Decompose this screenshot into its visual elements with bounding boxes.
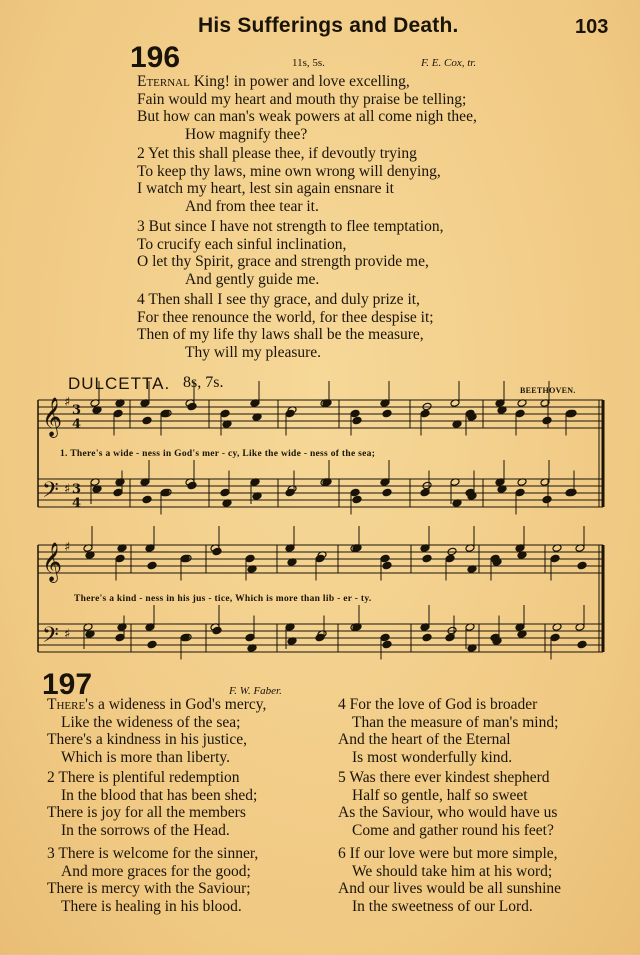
note-head xyxy=(187,481,197,490)
note-head xyxy=(542,416,552,425)
hymn-196-stanza-3: 3 But since I have not strength to flee temptation, To crucify each sinful inclination, O let thy Spirit, grace and strength provide me, And gently guide me. xyxy=(137,218,444,288)
note-head xyxy=(550,633,560,642)
note-head xyxy=(445,554,455,563)
note-head xyxy=(422,554,432,563)
note-head xyxy=(515,409,525,418)
key-signature-sharp: ♯ xyxy=(64,540,71,555)
note-head xyxy=(115,633,125,642)
note-head xyxy=(212,626,222,635)
hymn-197-first-word: There's xyxy=(47,696,95,713)
hymn-196-stanza-4: 4 Then shall I see thy grace, and duly prize it, For thee renounce the world, for thee despise it; Then of my life thy laws shall be the measure, Thy will my pleasure. xyxy=(137,291,434,361)
hymn-197-stanza-2: 2 There is plentiful redemption In the blood that has been shed; There is joy for all the members In the sorrows of the Head. xyxy=(47,769,258,839)
note-head xyxy=(542,495,552,504)
note-head xyxy=(350,488,360,497)
hymn-196-stanza-1: Eternal King! in power and love excelling, Fain would my heart and mouth thy praise be telling; But how can man's weak powers at all come nigh thee, How magnify thee? xyxy=(137,73,477,143)
note-head xyxy=(352,495,362,504)
note-head xyxy=(115,554,125,563)
note-head xyxy=(577,561,587,570)
tune-composer: BEETHOVEN. xyxy=(520,386,576,395)
key-signature-sharp: ♯ xyxy=(64,627,71,642)
note-head xyxy=(382,409,392,418)
hymn-197-stanza-5: 5 Was there ever kindest shepherd Half so gentle, half so sweet As the Saviour, who would have us Come and gather round his feet? xyxy=(338,769,558,839)
note-head xyxy=(352,416,362,425)
bass-clef: 𝄢 xyxy=(42,623,59,653)
time-signature-top: 3 xyxy=(72,403,82,418)
note-head xyxy=(142,495,152,504)
treble-clef: 𝄞 xyxy=(42,397,63,437)
hymn-197-stanza-4: 4 For the love of God is broader Than the measure of man's mind; And the heart of the Eternal Is most wonderfully kind. xyxy=(338,696,559,766)
hymn-196-meter: 11s, 5s. xyxy=(292,57,325,69)
tune-name: DULCETTA. xyxy=(68,374,171,393)
note-head xyxy=(147,561,157,570)
note-head xyxy=(245,554,255,563)
hymn-197-number: 197 xyxy=(42,668,93,701)
note-head xyxy=(113,409,123,418)
note-head xyxy=(113,488,123,497)
tune-meter: 8s, 7s. xyxy=(183,374,224,391)
time-signature-top: 3 xyxy=(72,482,82,497)
hymn-196-number: 196 xyxy=(130,41,181,74)
note-head xyxy=(420,488,430,497)
time-signature-bottom: 4 xyxy=(72,417,82,432)
note-head xyxy=(212,547,222,556)
note-head xyxy=(515,488,525,497)
page-header-title: His Sufferings and Death. xyxy=(198,14,459,37)
hymn-197-stanza-6: 6 If our love were but more simple, We should take him at his word; And our lives would be all sunshine In the sweetness of our Lord. xyxy=(338,845,562,915)
note-head xyxy=(245,633,255,642)
hymn-197-author: F. W. Faber. xyxy=(229,685,282,697)
hymn-196-stanza-2: 2 Yet this shall please thee, if devoutly trying To keep thy laws, mine own wrong will denying, I watch my heart, lest sin again ensnare it And from thee tear it. xyxy=(137,145,441,215)
hymn-196-first-word: Eternal xyxy=(137,73,190,90)
note-head xyxy=(380,633,390,642)
note-head xyxy=(577,640,587,649)
treble-clef: 𝄞 xyxy=(42,542,63,582)
note-head xyxy=(445,633,455,642)
note-head xyxy=(382,488,392,497)
note-head xyxy=(382,561,392,570)
note-head xyxy=(220,488,230,497)
time-signature-bottom: 4 xyxy=(72,496,82,511)
note-head xyxy=(142,416,152,425)
note-head xyxy=(380,554,390,563)
bass-clef: 𝄢 xyxy=(42,478,59,508)
note-head xyxy=(382,640,392,649)
note-head xyxy=(147,640,157,649)
note-head xyxy=(420,409,430,418)
hymn-197-stanza-1: There's a wideness in God's mercy, Like the wideness of the sea; There's a kindness in his justice, Which is more than liberty. xyxy=(47,696,267,766)
note-head xyxy=(220,409,230,418)
key-signature-sharp: ♯ xyxy=(64,482,71,497)
underlay-line-2: There's a kind - ness in his jus - tice, Which is more than lib - er - ty. xyxy=(74,594,372,604)
note-head xyxy=(422,633,432,642)
underlay-line-1: 1. There's a wide - ness in God's mer - cy, Like the wide - ness of the sea; xyxy=(60,449,376,459)
note-head xyxy=(187,402,197,411)
hymn-196-author: F. E. Cox, tr. xyxy=(421,57,477,69)
note-head xyxy=(350,409,360,418)
page-number: 103 xyxy=(575,16,609,38)
key-signature-sharp: ♯ xyxy=(64,395,71,410)
hymn-197-stanza-3: 3 There is welcome for the sinner, And more graces for the good; There is mercy with the Saviour; There is healing in his blood. xyxy=(47,845,259,915)
note-head xyxy=(550,554,560,563)
